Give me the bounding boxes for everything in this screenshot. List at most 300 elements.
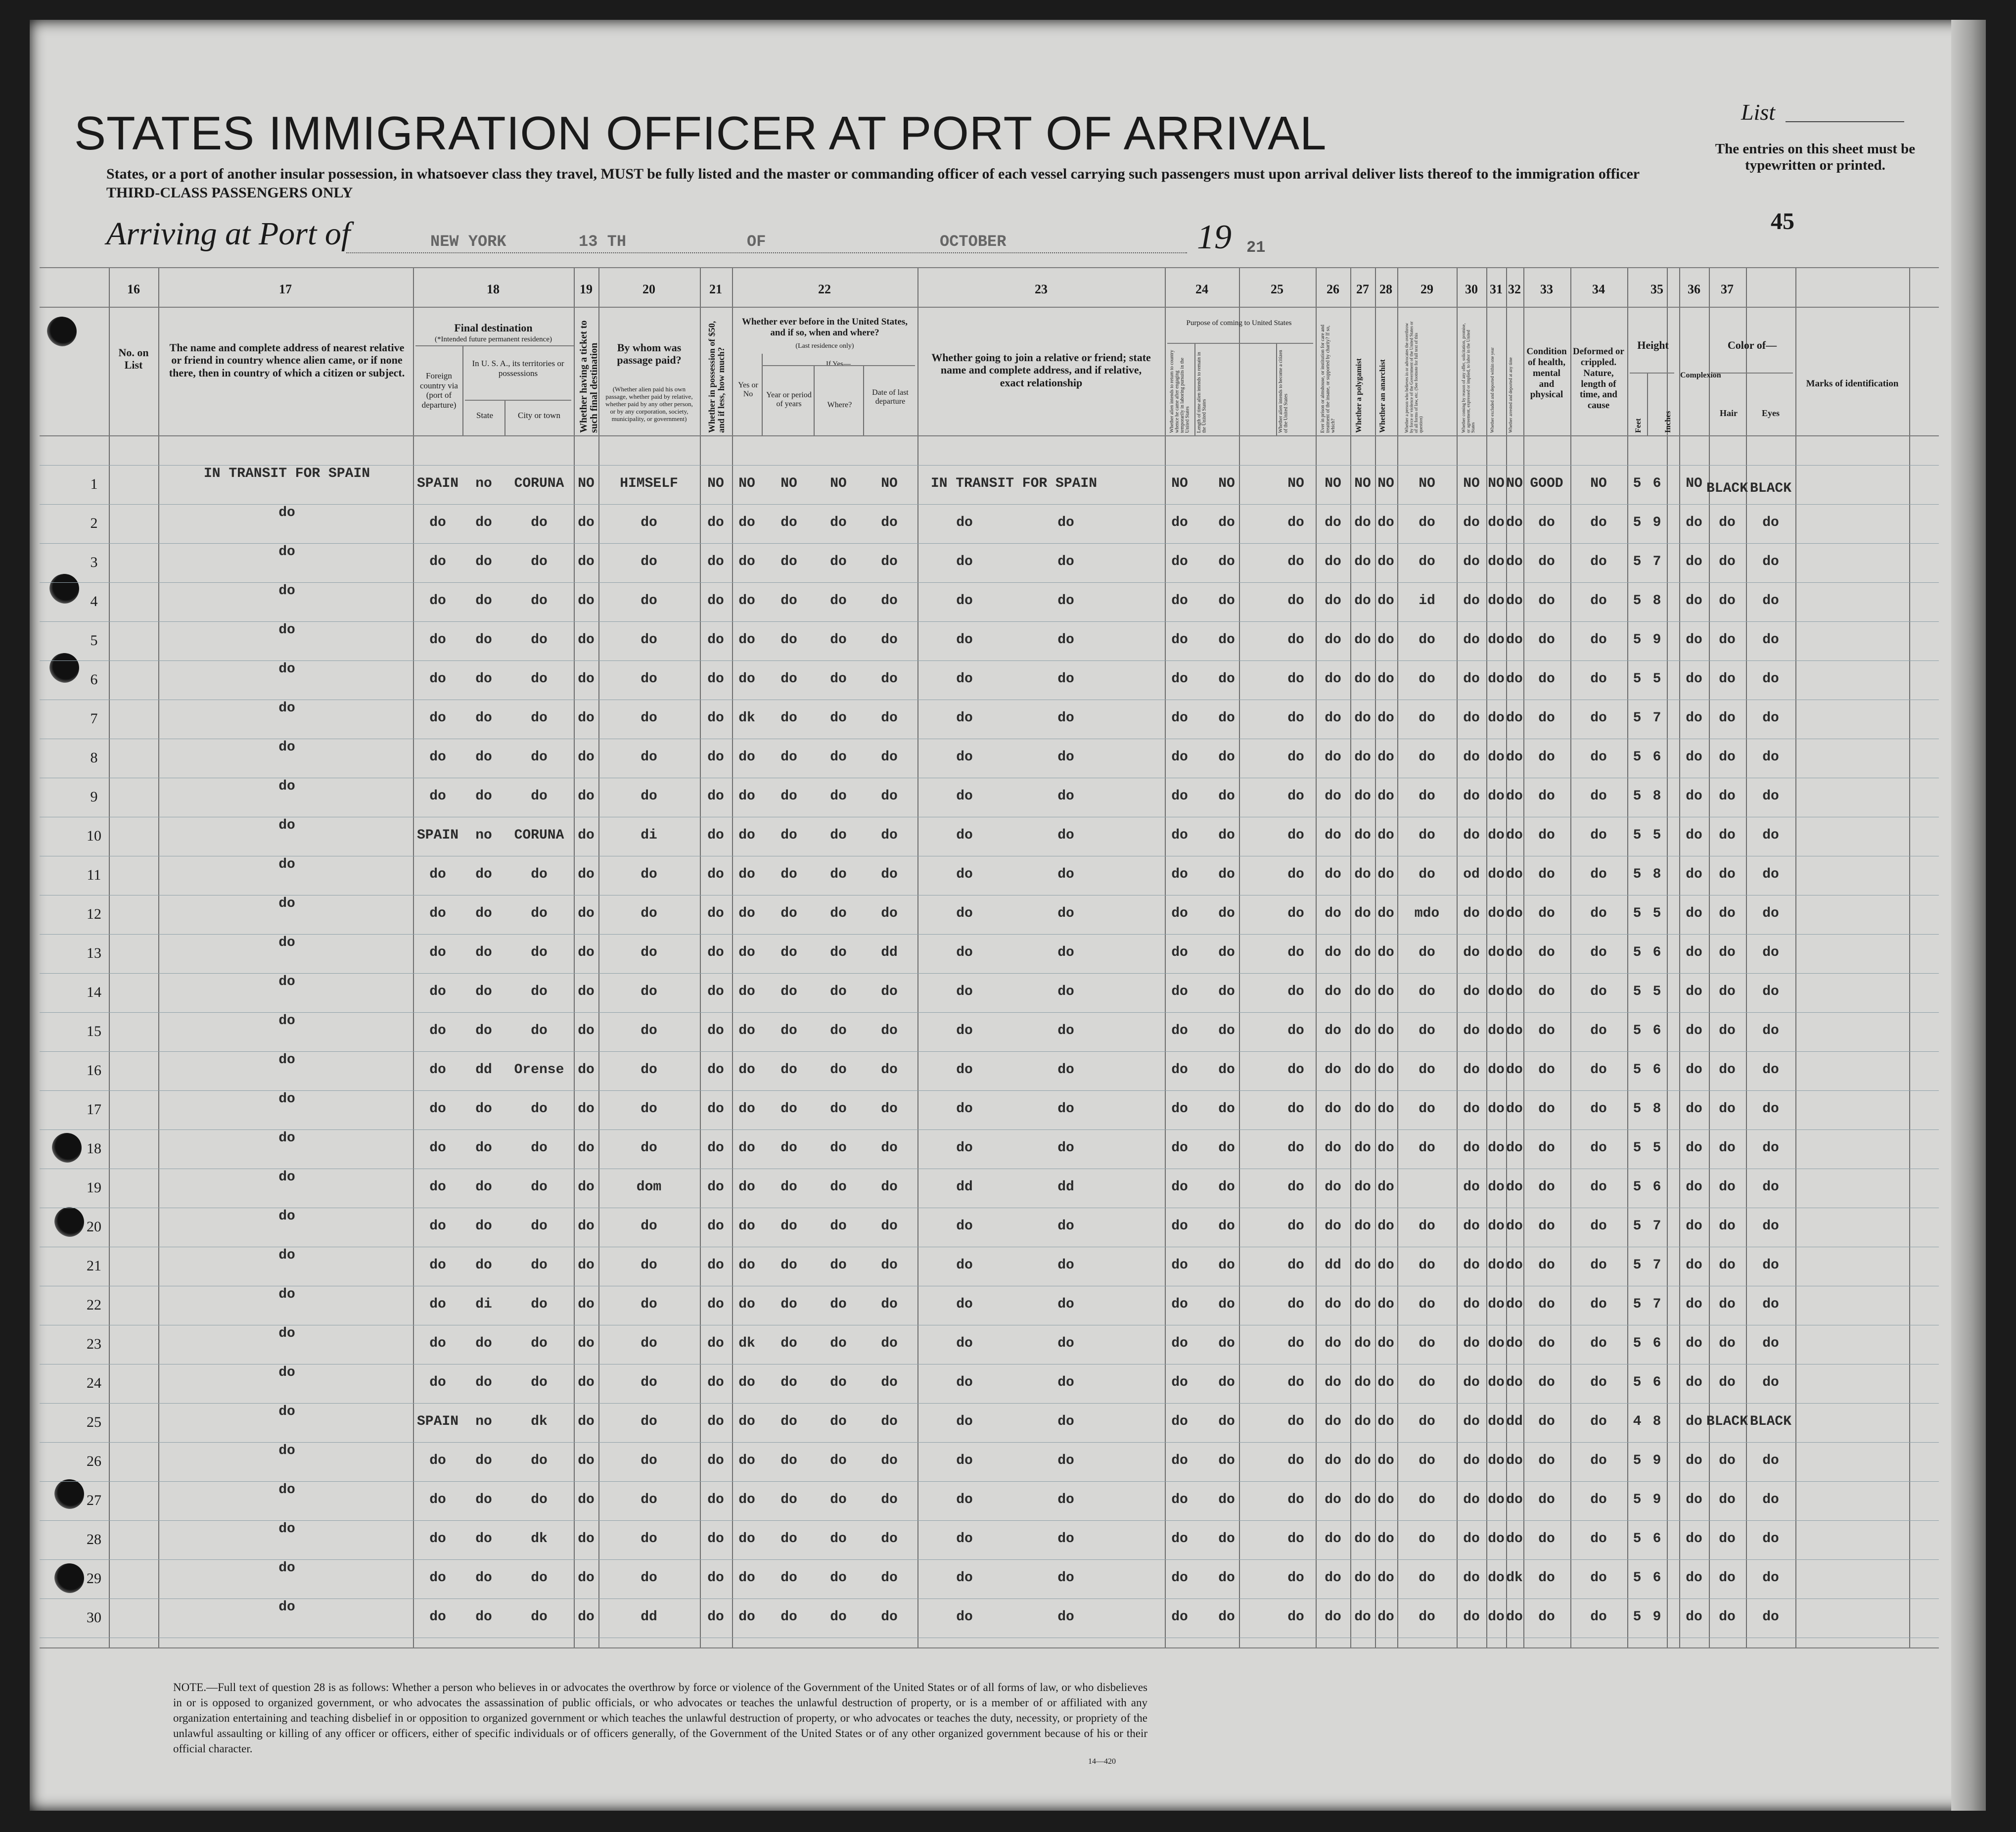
purpose-citizen-cell: do <box>1287 1531 1304 1547</box>
where-cell: do <box>830 710 847 726</box>
row-number: 29 <box>87 1570 101 1587</box>
join-relative-cell: do <box>956 1375 973 1390</box>
been-before-cell: do <box>738 632 755 648</box>
where-cell: do <box>830 828 847 843</box>
overthrow-cell: do <box>1419 984 1435 999</box>
passage-paid-cell: do <box>641 1101 657 1117</box>
nearest-relative-cell: do <box>278 1170 295 1185</box>
fifty-dollars-cell: do <box>707 1140 724 1156</box>
column-rule <box>1570 267 1571 1647</box>
arrested-cell: do <box>1506 1101 1523 1117</box>
fifty-dollars-cell: do <box>707 1531 724 1547</box>
height-inches-cell: 8 <box>1652 789 1661 804</box>
fifty-dollars-cell: NO <box>707 476 724 491</box>
been-before-cell: do <box>738 984 755 999</box>
complexion-cell: do <box>1686 1297 1702 1312</box>
departure-date-cell: do <box>881 1453 898 1468</box>
deformed-cell: do <box>1590 1179 1607 1195</box>
join-relative-address-cell: do <box>1057 1101 1074 1117</box>
city-cell: do <box>531 867 548 882</box>
state-cell: do <box>475 632 492 648</box>
offer-labor-cell: NO <box>1463 476 1480 491</box>
where-cell: do <box>830 1258 847 1273</box>
overthrow-cell: do <box>1419 1219 1435 1234</box>
deformed-cell: do <box>1590 554 1607 569</box>
header-city: City or town <box>518 411 560 420</box>
purpose-length-cell: do <box>1218 828 1235 843</box>
anarchist-cell: do <box>1377 906 1394 921</box>
offer-labor-cell: do <box>1463 1570 1480 1586</box>
arrested-cell: do <box>1506 593 1523 609</box>
hair-color-cell: do <box>1719 867 1736 882</box>
hair-color-cell: do <box>1719 1336 1736 1351</box>
hair-color-cell: do <box>1719 1492 1736 1507</box>
purpose-length-cell: do <box>1218 515 1235 530</box>
join-relative-address-cell: do <box>1057 1414 1074 1429</box>
arrested-cell: dk <box>1506 1570 1523 1586</box>
purpose-length-cell: do <box>1218 945 1235 960</box>
prison-cell: do <box>1325 1375 1341 1390</box>
eye-color-cell: do <box>1762 750 1779 765</box>
foreign-country-cell: do <box>429 984 446 999</box>
city-cell: do <box>531 671 548 687</box>
purpose-length-cell: do <box>1218 1023 1235 1038</box>
passage-paid-cell: do <box>641 906 657 921</box>
fifty-dollars-cell: do <box>707 906 724 921</box>
year-cell: do <box>780 789 797 804</box>
anarchist-cell: do <box>1377 1336 1394 1351</box>
arrested-cell: do <box>1506 945 1523 960</box>
foreign-country-cell: do <box>429 1531 446 1547</box>
complexion-cell: do <box>1686 1179 1702 1195</box>
anarchist-cell: do <box>1377 1609 1394 1625</box>
height-feet-cell: 5 <box>1633 867 1642 882</box>
arrested-cell: do <box>1506 632 1523 648</box>
day-value: 13 TH <box>579 233 627 251</box>
eye-color-cell: do <box>1762 789 1779 804</box>
anarchist-cell: do <box>1377 554 1394 569</box>
passage-paid-cell: do <box>641 750 657 765</box>
state-cell: do <box>475 867 492 882</box>
state-cell: do <box>475 750 492 765</box>
overthrow-cell: do <box>1419 1140 1435 1156</box>
height-feet-cell: 5 <box>1633 1101 1642 1117</box>
hair-color-cell: BLACK <box>1706 1414 1748 1429</box>
year-cell: do <box>780 1570 797 1586</box>
purpose-citizen-cell: do <box>1287 984 1304 999</box>
page-edge <box>1951 20 1986 1811</box>
year-cell: do <box>780 1258 797 1273</box>
departure-date-cell: do <box>881 828 898 843</box>
row-rule <box>40 1559 1939 1560</box>
form-title: STATES IMMIGRATION OFFICER AT PORT OF ARRIVAL <box>74 107 1327 160</box>
arrested-cell: do <box>1506 1023 1523 1038</box>
purpose-length-cell: do <box>1218 1453 1235 1468</box>
hair-color-cell: do <box>1719 1179 1736 1195</box>
health-cell: do <box>1538 828 1555 843</box>
been-before-cell: do <box>738 554 755 569</box>
height-inches-cell: 7 <box>1652 710 1661 726</box>
nearest-relative-cell: do <box>278 1521 295 1537</box>
purpose-length-cell: do <box>1218 789 1235 804</box>
year-cell: do <box>780 1609 797 1625</box>
polygamist-cell: do <box>1354 1140 1371 1156</box>
row-number: 6 <box>90 671 98 688</box>
prison-cell: do <box>1325 710 1341 726</box>
complexion-cell: do <box>1686 1531 1702 1547</box>
ticket-cell: do <box>578 1336 595 1351</box>
passage-paid-cell: do <box>641 1375 657 1390</box>
health-cell: do <box>1538 1062 1555 1078</box>
ticket-cell: do <box>578 945 595 960</box>
offer-labor-cell: do <box>1463 1297 1480 1312</box>
passage-paid-cell: do <box>641 1414 657 1429</box>
nearest-relative-cell: do <box>278 505 295 520</box>
header-eyes: Eyes <box>1762 408 1780 418</box>
complexion-cell: do <box>1686 750 1702 765</box>
year-cell: do <box>780 1492 797 1507</box>
height-inches-cell: 7 <box>1652 1258 1661 1273</box>
nearest-relative-cell: do <box>278 1013 295 1029</box>
header-subrule <box>814 366 815 435</box>
overthrow-cell: do <box>1419 750 1435 765</box>
join-relative-cell: do <box>956 1531 973 1547</box>
complexion-cell: do <box>1686 671 1702 687</box>
passage-paid-cell: do <box>641 867 657 882</box>
polygamist-cell: do <box>1354 828 1371 843</box>
eye-color-cell: do <box>1762 710 1779 726</box>
offer-labor-cell: do <box>1463 710 1480 726</box>
column-number: 33 <box>1540 282 1553 296</box>
health-cell: do <box>1538 1453 1555 1468</box>
row-number: 23 <box>87 1336 101 1352</box>
year-cell: do <box>780 906 797 921</box>
header-subrule <box>1167 343 1313 344</box>
fifty-dollars-cell: do <box>707 1062 724 1078</box>
complexion-cell: do <box>1686 1101 1702 1117</box>
overthrow-cell: do <box>1419 1414 1435 1429</box>
purpose-citizen-cell: do <box>1287 671 1304 687</box>
hair-color-cell: do <box>1719 1023 1736 1038</box>
height-inches-cell: 6 <box>1652 750 1661 765</box>
where-cell: do <box>830 1336 847 1351</box>
ticket-cell: do <box>578 1609 595 1625</box>
arrested-cell: do <box>1506 1492 1523 1507</box>
departure-date-cell: do <box>881 1414 898 1429</box>
overthrow-cell: do <box>1419 945 1435 960</box>
polygamist-cell: do <box>1354 554 1371 569</box>
hair-color-cell: do <box>1719 1609 1736 1625</box>
been-before-cell: do <box>738 867 755 882</box>
eye-color-cell: do <box>1762 1023 1779 1038</box>
foreign-country-cell: do <box>429 1140 446 1156</box>
departure-date-cell: do <box>881 750 898 765</box>
join-relative-cell: do <box>956 671 973 687</box>
overthrow-cell: mdo <box>1414 906 1440 921</box>
been-before-cell: do <box>738 1531 755 1547</box>
column-number: 25 <box>1271 282 1283 296</box>
polygamist-cell: do <box>1354 593 1371 609</box>
row-number: 1 <box>90 476 98 492</box>
year-value: 21 <box>1246 238 1266 257</box>
offer-labor-cell: do <box>1463 1101 1480 1117</box>
purpose-length-cell: do <box>1218 1609 1235 1625</box>
height-feet-cell: 5 <box>1633 1453 1642 1468</box>
departure-date-cell: do <box>881 1179 898 1195</box>
excluded-cell: do <box>1488 750 1505 765</box>
passage-paid-cell: do <box>641 1453 657 1468</box>
overthrow-cell: do <box>1419 1609 1435 1625</box>
row-rule <box>40 504 1939 505</box>
excluded-cell: do <box>1488 593 1505 609</box>
foreign-country-cell: do <box>429 1297 446 1312</box>
header-purpose-return: Whether alien intends to return to country whence he came after engaging temporarily in laboring pursuits in the United States <box>1169 350 1191 433</box>
year-cell: do <box>780 828 797 843</box>
offer-labor-cell: do <box>1463 750 1480 765</box>
fifty-dollars-cell: do <box>707 632 724 648</box>
prison-cell: do <box>1325 671 1341 687</box>
header-if-yes: If Yes— <box>825 360 851 368</box>
hair-color-cell: do <box>1719 1570 1736 1586</box>
header-complexion: Complexion <box>1680 371 1721 379</box>
offer-labor-cell: do <box>1463 1414 1480 1429</box>
city-cell: do <box>531 1375 548 1390</box>
state-cell: dd <box>475 1062 492 1078</box>
nearest-relative-cell: do <box>278 740 295 755</box>
height-inches-cell: 6 <box>1652 476 1661 491</box>
where-cell: do <box>830 984 847 999</box>
header-subrule <box>762 365 915 366</box>
passage-paid-cell: do <box>641 1258 657 1273</box>
passage-paid-cell: do <box>641 515 657 530</box>
header-rule <box>40 435 1939 436</box>
polygamist-cell: do <box>1354 1219 1371 1234</box>
year-cell: do <box>780 750 797 765</box>
offer-labor-cell: do <box>1463 1492 1480 1507</box>
ticket-cell: do <box>578 1101 595 1117</box>
purpose-length-cell: do <box>1218 1062 1235 1078</box>
purpose-return-cell: do <box>1171 789 1188 804</box>
passage-paid-cell: di <box>641 828 657 843</box>
height-inches-cell: 8 <box>1652 593 1661 609</box>
year-cell: do <box>780 1297 797 1312</box>
column-rule <box>1316 267 1317 1647</box>
city-cell: do <box>531 1570 548 1586</box>
anarchist-cell: do <box>1377 1023 1394 1038</box>
excluded-cell: do <box>1488 945 1505 960</box>
column-number: 32 <box>1508 282 1521 296</box>
departure-date-cell: do <box>881 554 898 569</box>
overthrow-cell: do <box>1419 1492 1435 1507</box>
anarchist-cell: do <box>1377 1297 1394 1312</box>
complexion-cell: do <box>1686 593 1702 609</box>
been-before-cell: do <box>738 1219 755 1234</box>
anarchist-cell: do <box>1377 1375 1394 1390</box>
fifty-dollars-cell: do <box>707 750 724 765</box>
deformed-cell: do <box>1590 1062 1607 1078</box>
height-feet-cell: 5 <box>1633 1062 1642 1078</box>
purpose-return-cell: do <box>1171 1140 1188 1156</box>
eye-color-cell: do <box>1762 1219 1779 1234</box>
nearest-relative-cell: do <box>278 701 295 716</box>
polygamist-cell: do <box>1354 906 1371 921</box>
row-rule <box>40 1442 1939 1443</box>
prison-cell: do <box>1325 1219 1341 1234</box>
join-relative-cell: do <box>956 593 973 609</box>
prison-cell: do <box>1325 1453 1341 1468</box>
polygamist-cell: do <box>1354 671 1371 687</box>
height-inches-cell: 6 <box>1652 1179 1661 1195</box>
nearest-relative-cell: do <box>278 622 295 638</box>
column-rule <box>1909 267 1910 1647</box>
passage-paid-cell: do <box>641 1062 657 1078</box>
row-number: 8 <box>90 750 98 766</box>
nearest-relative-cell: do <box>278 544 295 560</box>
prison-cell: do <box>1325 906 1341 921</box>
prison-cell: do <box>1325 593 1341 609</box>
anarchist-cell: do <box>1377 515 1394 530</box>
complexion-cell: do <box>1686 867 1702 882</box>
year-cell: do <box>780 1219 797 1234</box>
arrested-cell: do <box>1506 554 1523 569</box>
row-rule <box>40 543 1939 544</box>
purpose-return-cell: do <box>1171 945 1188 960</box>
purpose-length-cell: NO <box>1218 476 1235 491</box>
header-passage-paid: By whom was passage paid? <box>617 341 682 367</box>
header-overthrow: Whether a person who believes in or advocates the overthrow by force or violence of the Government of the United States or of all forms of law, etc. (See footnote for full text of this question) <box>1404 321 1423 433</box>
departure-date-cell: do <box>881 906 898 921</box>
polygamist-cell: do <box>1354 1258 1371 1273</box>
eye-color-cell: do <box>1762 1297 1779 1312</box>
height-feet-cell: 5 <box>1633 1609 1642 1625</box>
anarchist-cell: NO <box>1377 476 1394 491</box>
fifty-dollars-cell: do <box>707 1179 724 1195</box>
eye-color-cell: do <box>1762 1375 1779 1390</box>
eye-color-cell: do <box>1762 984 1779 999</box>
health-cell: do <box>1538 1219 1555 1234</box>
been-before-cell: do <box>738 1609 755 1625</box>
nearest-relative-cell: do <box>278 974 295 989</box>
year-cell: do <box>780 632 797 648</box>
purpose-length-cell: do <box>1218 867 1235 882</box>
arrested-cell: dd <box>1506 1414 1523 1429</box>
height-inches-cell: 5 <box>1652 906 1661 921</box>
foreign-country-cell: do <box>429 1101 446 1117</box>
eye-color-cell: do <box>1762 1258 1779 1273</box>
join-relative-cell: do <box>956 945 973 960</box>
nearest-relative-cell: do <box>278 935 295 950</box>
purpose-citizen-cell: do <box>1287 1140 1304 1156</box>
overthrow-cell: do <box>1419 1062 1435 1078</box>
purpose-return-cell: do <box>1171 828 1188 843</box>
join-relative-cell: do <box>956 1258 973 1273</box>
ticket-cell: do <box>578 750 595 765</box>
excluded-cell: do <box>1488 906 1505 921</box>
city-cell: do <box>531 1258 548 1273</box>
state-cell: do <box>475 593 492 609</box>
eye-color-cell: do <box>1762 1336 1779 1351</box>
departure-date-cell: do <box>881 1375 898 1390</box>
header-rule <box>40 267 1939 268</box>
complexion-cell: do <box>1686 515 1702 530</box>
polygamist-cell: do <box>1354 632 1371 648</box>
hair-color-cell: do <box>1719 906 1736 921</box>
departure-date-cell: do <box>881 1258 898 1273</box>
where-cell: do <box>830 1453 847 1468</box>
purpose-citizen-cell: do <box>1287 906 1304 921</box>
anarchist-cell: do <box>1377 1179 1394 1195</box>
offer-labor-cell: do <box>1463 1179 1480 1195</box>
purpose-return-cell: do <box>1171 1336 1188 1351</box>
height-feet-cell: 5 <box>1633 984 1642 999</box>
foreign-country-cell: do <box>429 750 446 765</box>
height-feet-cell: 5 <box>1633 554 1642 569</box>
departure-date-cell: do <box>881 867 898 882</box>
purpose-length-cell: do <box>1218 1297 1235 1312</box>
complexion-cell: do <box>1686 1062 1702 1078</box>
complexion-cell: do <box>1686 906 1702 921</box>
offer-labor-cell: do <box>1463 1258 1480 1273</box>
been-before-cell: do <box>738 1414 755 1429</box>
purpose-citizen-cell: do <box>1287 1570 1304 1586</box>
state-cell: do <box>475 554 492 569</box>
health-cell: do <box>1538 906 1555 921</box>
header-marks: Marks of identification <box>1806 378 1899 389</box>
complexion-cell: do <box>1686 1609 1702 1625</box>
anarchist-cell: do <box>1377 632 1394 648</box>
join-relative-cell: do <box>956 828 973 843</box>
nearest-relative-cell: do <box>278 1091 295 1107</box>
height-inches-cell: 9 <box>1652 632 1661 648</box>
hair-color-cell: do <box>1719 1140 1736 1156</box>
purpose-citizen-cell: NO <box>1287 476 1304 491</box>
complexion-cell: do <box>1686 632 1702 648</box>
form-code: 14—420 <box>1088 1757 1116 1766</box>
prison-cell: do <box>1325 867 1341 882</box>
join-relative-cell: do <box>956 1140 973 1156</box>
passage-paid-cell: do <box>641 1023 657 1038</box>
purpose-return-cell: do <box>1171 671 1188 687</box>
offer-labor-cell: do <box>1463 984 1480 999</box>
been-before-cell: dk <box>738 1336 755 1351</box>
departure-date-cell: do <box>881 789 898 804</box>
anarchist-cell: do <box>1377 1492 1394 1507</box>
polygamist-cell: do <box>1354 1570 1371 1586</box>
overthrow-cell: do <box>1419 828 1435 843</box>
column-number: 28 <box>1379 282 1392 296</box>
hair-color-cell: do <box>1719 984 1736 999</box>
passage-paid-cell: do <box>641 1492 657 1507</box>
overthrow-cell: do <box>1419 554 1435 569</box>
nearest-relative-cell: do <box>278 1130 295 1146</box>
where-cell: do <box>830 789 847 804</box>
hair-color-cell: do <box>1719 1375 1736 1390</box>
anarchist-cell: do <box>1377 1062 1394 1078</box>
purpose-citizen-cell: do <box>1287 710 1304 726</box>
departure-date-cell: do <box>881 1609 898 1625</box>
year-cell: do <box>780 1414 797 1429</box>
ticket-cell: do <box>578 671 595 687</box>
row-rule <box>40 1520 1939 1521</box>
polygamist-cell: do <box>1354 1062 1371 1078</box>
state-cell: do <box>475 789 492 804</box>
polygamist-cell: do <box>1354 867 1371 882</box>
purpose-length-cell: do <box>1218 1375 1235 1390</box>
foreign-country-cell: do <box>429 593 446 609</box>
row-number: 18 <box>87 1140 101 1157</box>
join-relative-cell: do <box>956 1336 973 1351</box>
anarchist-cell: do <box>1377 1531 1394 1547</box>
